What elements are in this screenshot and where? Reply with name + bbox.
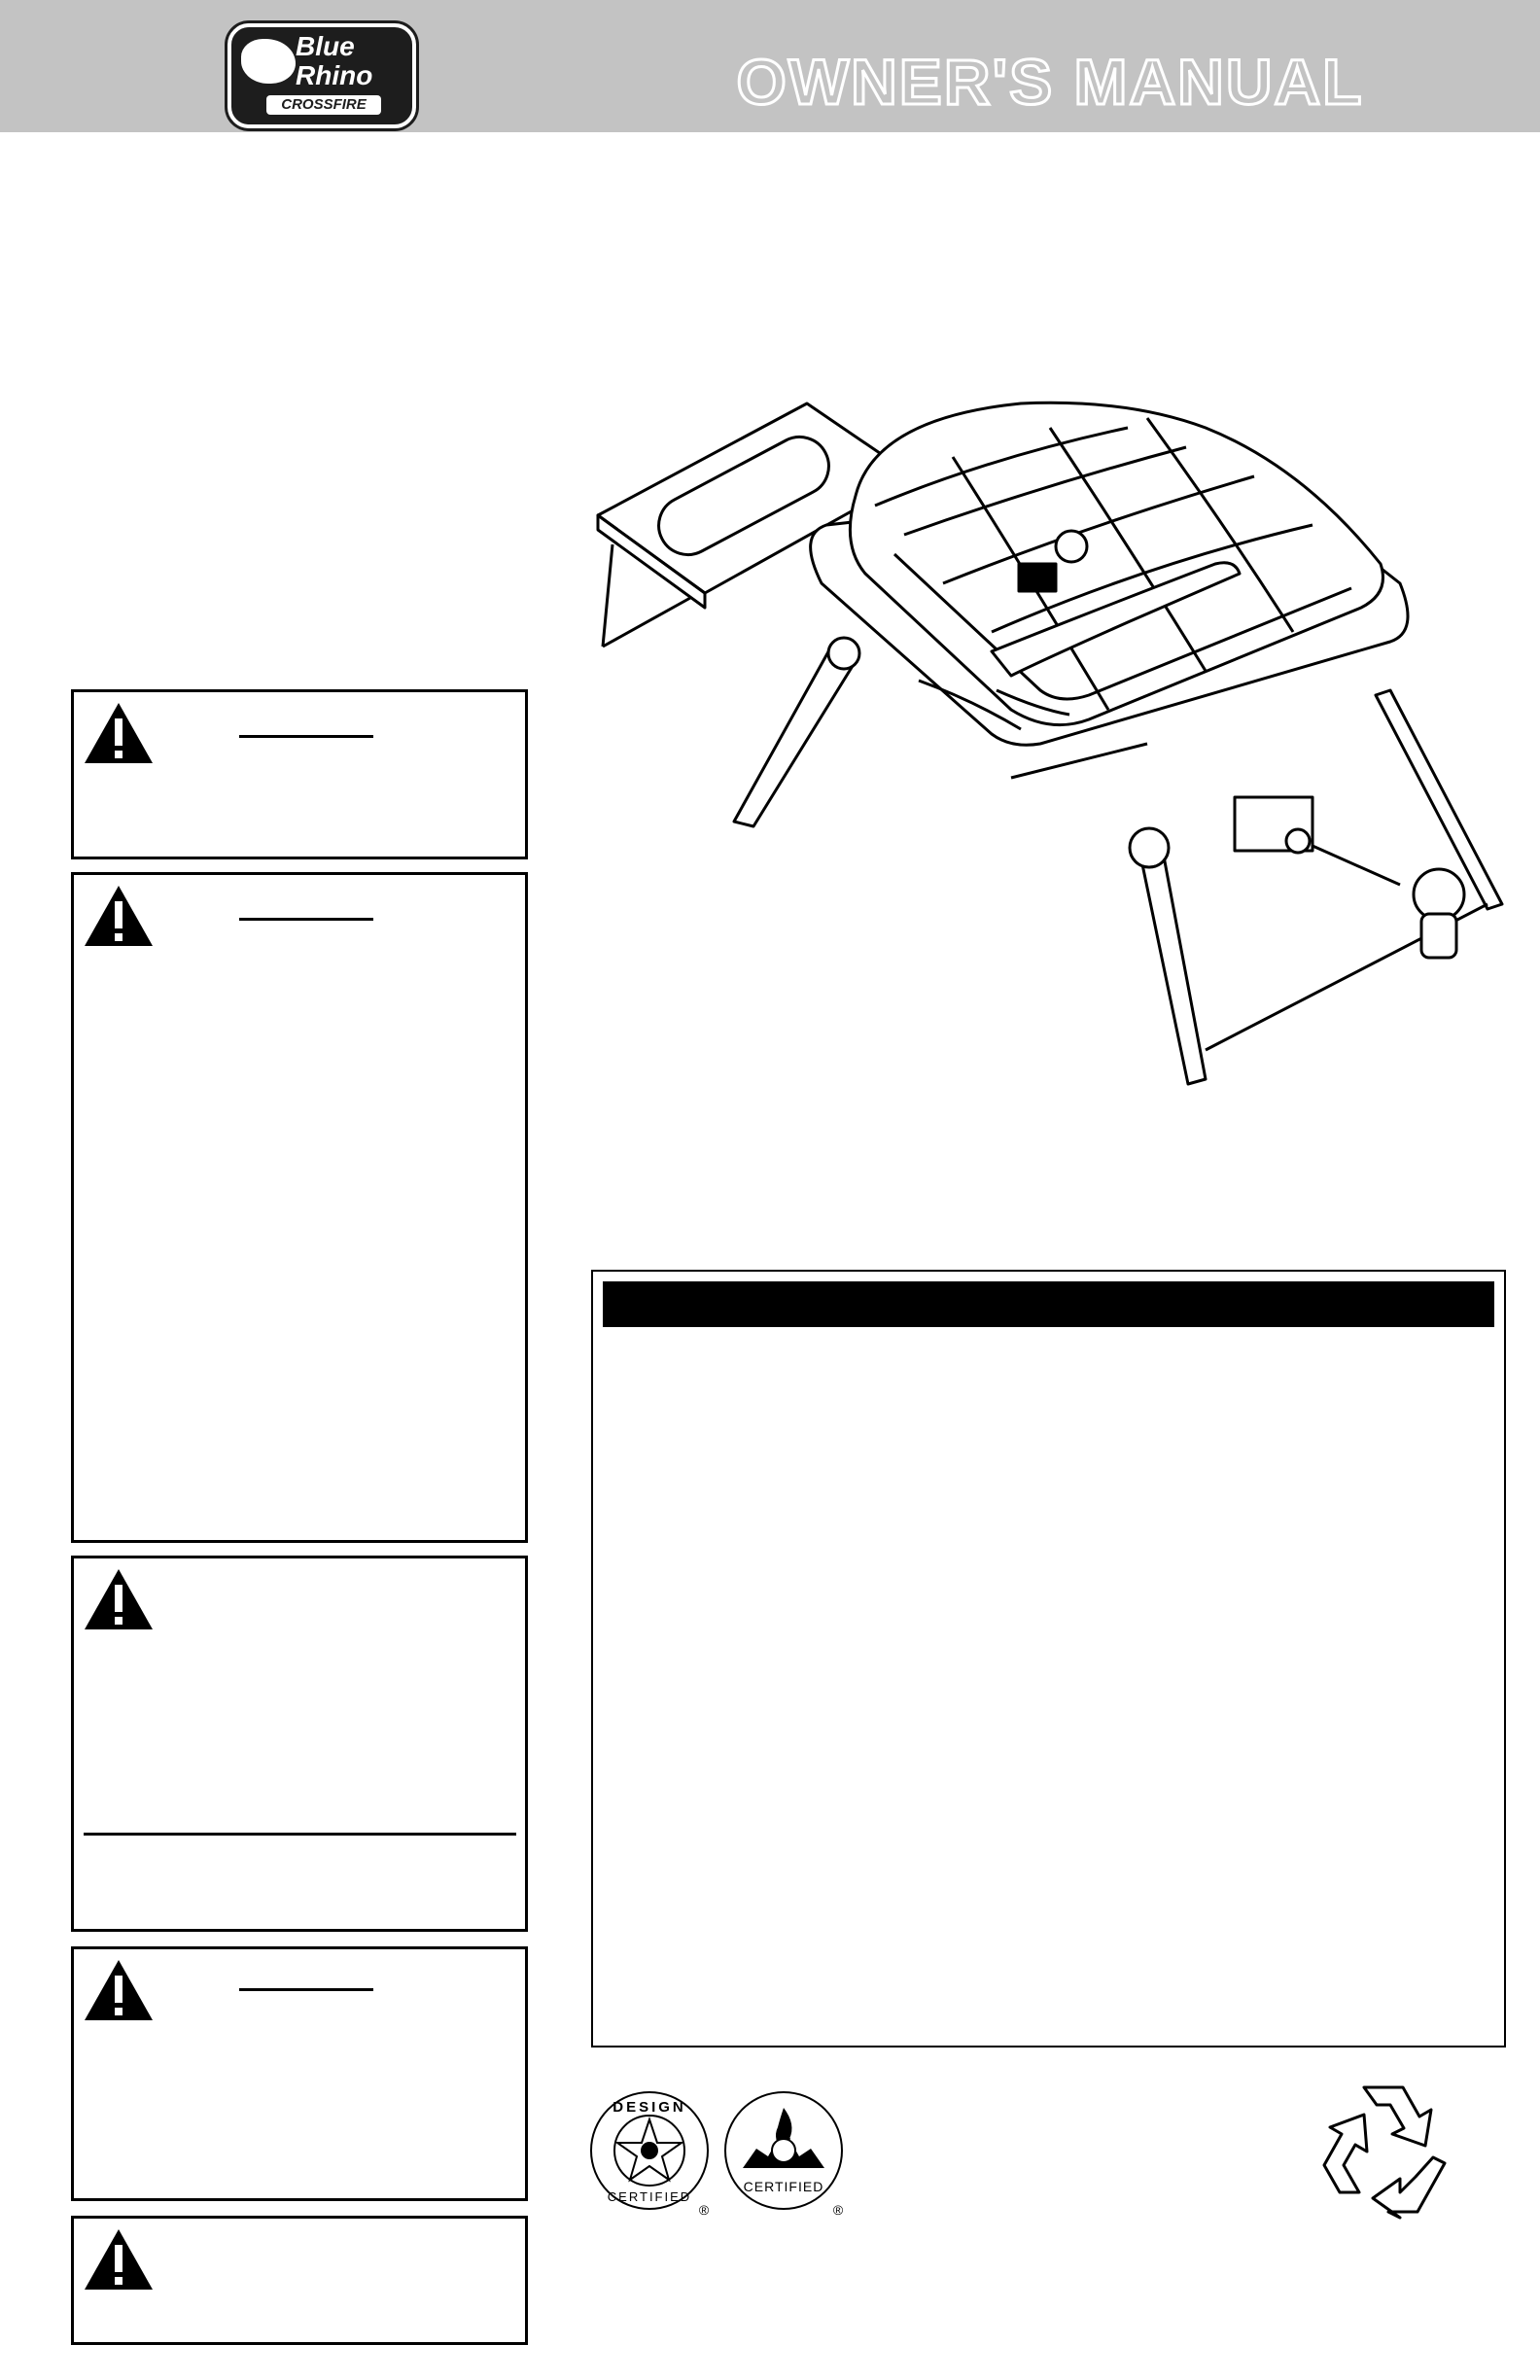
warning-box-3 bbox=[71, 1556, 528, 1932]
warning-box-1 bbox=[71, 689, 528, 859]
flame-certified-seal-icon bbox=[723, 2090, 852, 2219]
recycle-icon bbox=[1311, 2076, 1458, 2222]
logo-word-line2: Rhino bbox=[296, 60, 373, 90]
warning-triangle-icon bbox=[83, 1567, 155, 1631]
warning-heading-rule bbox=[239, 918, 373, 921]
blue-rhino-logo bbox=[228, 23, 416, 128]
page-title: OWNER'S MANUAL bbox=[736, 46, 1364, 118]
registered-mark: ® bbox=[698, 2202, 710, 2218]
registered-mark: ® bbox=[832, 2202, 844, 2218]
logo-sub-brand: CROSSFIRE bbox=[266, 95, 381, 115]
warning-triangle-icon bbox=[83, 884, 155, 948]
rhino-icon bbox=[241, 39, 296, 84]
warning-heading-rule bbox=[239, 1988, 373, 1991]
warning-box-5 bbox=[71, 2216, 528, 2345]
design-certified-bottom-text: CERTIFIED bbox=[607, 2189, 692, 2204]
design-certified-seal-icon bbox=[589, 2090, 718, 2219]
warning-heading-rule bbox=[239, 735, 373, 738]
warning-triangle-icon bbox=[83, 1958, 155, 2022]
warning-triangle-icon bbox=[83, 701, 155, 765]
portable-grill-illustration bbox=[583, 399, 1507, 1099]
specification-box bbox=[591, 1270, 1506, 2048]
specification-header-bar bbox=[603, 1281, 1494, 1327]
warning-box-2 bbox=[71, 872, 528, 1543]
flame-certified-text: CERTIFIED bbox=[743, 2179, 824, 2194]
warning-box-4 bbox=[71, 1946, 528, 2201]
design-certified-top-text: DESIGN bbox=[612, 2099, 686, 2116]
warning-triangle-icon bbox=[83, 2227, 155, 2292]
warning-divider bbox=[84, 1833, 516, 1836]
header-banner bbox=[0, 0, 1540, 132]
logo-word-line1: Blue bbox=[296, 31, 355, 61]
